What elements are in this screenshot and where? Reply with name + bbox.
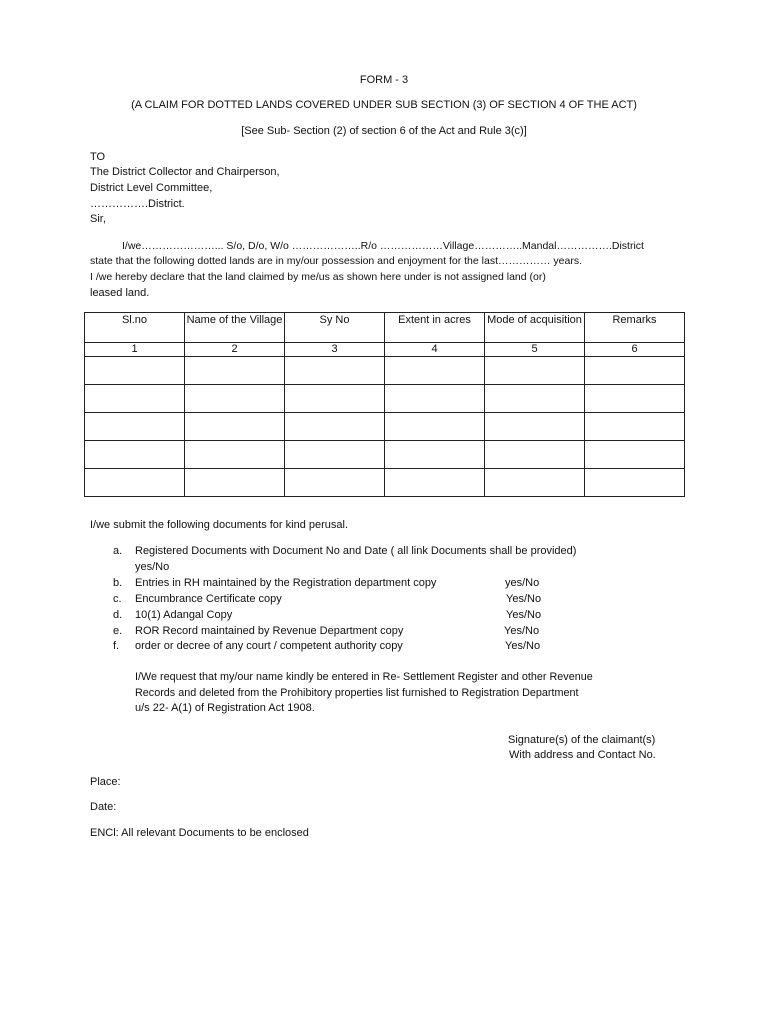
request-line-1: I/We request that my/our name kindly be entered in Re- Settlement Register and other Revenue — [135, 671, 593, 683]
col-number: 4 — [385, 343, 485, 357]
table-row — [85, 469, 685, 497]
table-cell[interactable] — [585, 385, 685, 413]
date-label: Date: — [90, 801, 117, 813]
table-cell[interactable] — [85, 413, 185, 441]
table-cell[interactable] — [585, 441, 685, 469]
table-cell[interactable] — [385, 469, 485, 497]
doc-status-e: Yes/No — [504, 625, 540, 637]
table-cell[interactable] — [285, 469, 385, 497]
header-extent: Extent in acres — [385, 313, 485, 343]
form-reference: [See Sub- Section (2) of section 6 of the Act and Rule 3(c)] — [241, 125, 527, 137]
table-cell[interactable] — [185, 357, 285, 385]
doc-text-a: Registered Documents with Document No and Date ( all link Documents shall be provided) — [135, 545, 577, 557]
documents-intro: I/we submit the following documents for kind perusal. — [90, 519, 349, 531]
table-row — [85, 413, 685, 441]
table-cell[interactable] — [385, 413, 485, 441]
table-cell[interactable] — [485, 385, 585, 413]
table-cell[interactable] — [185, 385, 285, 413]
table-cell[interactable] — [485, 357, 585, 385]
doc-status-b: yes/No — [505, 577, 540, 589]
address-to: TO — [90, 151, 106, 163]
doc-text-f: order or decree of any court / competent authority copy — [135, 640, 403, 652]
header-syno: Sy No — [285, 313, 385, 343]
header-slno: Sl.no — [85, 313, 185, 343]
table-cell[interactable] — [385, 441, 485, 469]
enclosure-note: ENCl: All relevant Documents to be enclosed — [90, 827, 309, 839]
declaration-line-1: I/we…………………... S/o, D/o, W/o ………………..R/o ………………Village…………..Mandal…………….District — [122, 240, 644, 252]
declaration-line-4: leased land. — [90, 287, 150, 299]
place-label: Place: — [90, 776, 121, 788]
salutation: Sir, — [90, 213, 106, 225]
doc-letter-d: d. — [113, 609, 123, 621]
doc-text-e: ROR Record maintained by Revenue Department copy — [135, 625, 404, 637]
doc-text-d: 10(1) Adangal Copy — [135, 609, 233, 621]
header-remarks: Remarks — [585, 313, 685, 343]
doc-status-a: yes/No — [135, 561, 170, 573]
table-cell[interactable] — [285, 413, 385, 441]
address-committee: District Level Committee, — [90, 182, 213, 194]
declaration-line-2: state that the following dotted lands are in my/our possession and enjoyment for the last…………… years. — [90, 255, 582, 267]
table-cell[interactable] — [585, 469, 685, 497]
land-details-table — [84, 312, 685, 497]
table-header-row — [85, 313, 685, 343]
table-cell[interactable] — [185, 413, 285, 441]
doc-letter-f: f. — [113, 640, 120, 652]
address-district: …………….District. — [90, 198, 185, 210]
doc-letter-b: b. — [113, 577, 123, 589]
table-cell[interactable] — [85, 441, 185, 469]
table-cell[interactable] — [485, 441, 585, 469]
table-number-row — [85, 343, 685, 357]
doc-text-b: Entries in RH maintained by the Registration department copy — [135, 577, 437, 589]
table-cell[interactable] — [285, 385, 385, 413]
table-row — [85, 385, 685, 413]
table-cell[interactable] — [585, 357, 685, 385]
doc-status-f: Yes/No — [505, 640, 541, 652]
table-cell[interactable] — [185, 441, 285, 469]
table-cell[interactable] — [85, 357, 185, 385]
address-collector: The District Collector and Chairperson, — [90, 166, 280, 178]
col-number: 3 — [285, 343, 385, 357]
header-mode: Mode of acquisition — [485, 313, 585, 343]
table-row — [85, 357, 685, 385]
col-number: 1 — [85, 343, 185, 357]
table-cell[interactable] — [485, 413, 585, 441]
doc-status-c: Yes/No — [506, 593, 542, 605]
table-cell[interactable] — [385, 385, 485, 413]
col-number: 6 — [585, 343, 685, 357]
col-number: 2 — [185, 343, 285, 357]
signature-label: Signature(s) of the claimant(s) — [508, 734, 656, 746]
signature-address-label: With address and Contact No. — [509, 749, 656, 761]
form-subtitle: (A CLAIM FOR DOTTED LANDS COVERED UNDER SUB SECTION (3) OF SECTION 4 OF THE ACT) — [131, 99, 637, 111]
table-cell[interactable] — [285, 441, 385, 469]
doc-letter-c: c. — [113, 593, 122, 605]
table-row — [85, 441, 685, 469]
table-cell[interactable] — [85, 469, 185, 497]
doc-letter-a: a. — [113, 545, 123, 557]
declaration-line-3: I /we hereby declare that the land claimed by me/us as shown here under is not assigned land (or) — [90, 271, 546, 283]
table-cell[interactable] — [85, 385, 185, 413]
doc-letter-e: e. — [113, 625, 123, 637]
request-line-3: u/s 22- A(1) of Registration Act 1908. — [135, 702, 315, 714]
col-number: 5 — [485, 343, 585, 357]
table-cell[interactable] — [485, 469, 585, 497]
header-village: Name of the Village — [185, 313, 285, 343]
doc-text-c: Encumbrance Certificate copy — [135, 593, 282, 605]
form-title: FORM - 3 — [359, 74, 409, 86]
table-cell[interactable] — [585, 413, 685, 441]
table-cell[interactable] — [285, 357, 385, 385]
table-cell[interactable] — [185, 469, 285, 497]
doc-status-d: Yes/No — [506, 609, 542, 621]
table-cell[interactable] — [385, 357, 485, 385]
request-line-2: Records and deleted from the Prohibitory properties list furnished to Registration Department — [135, 687, 579, 699]
